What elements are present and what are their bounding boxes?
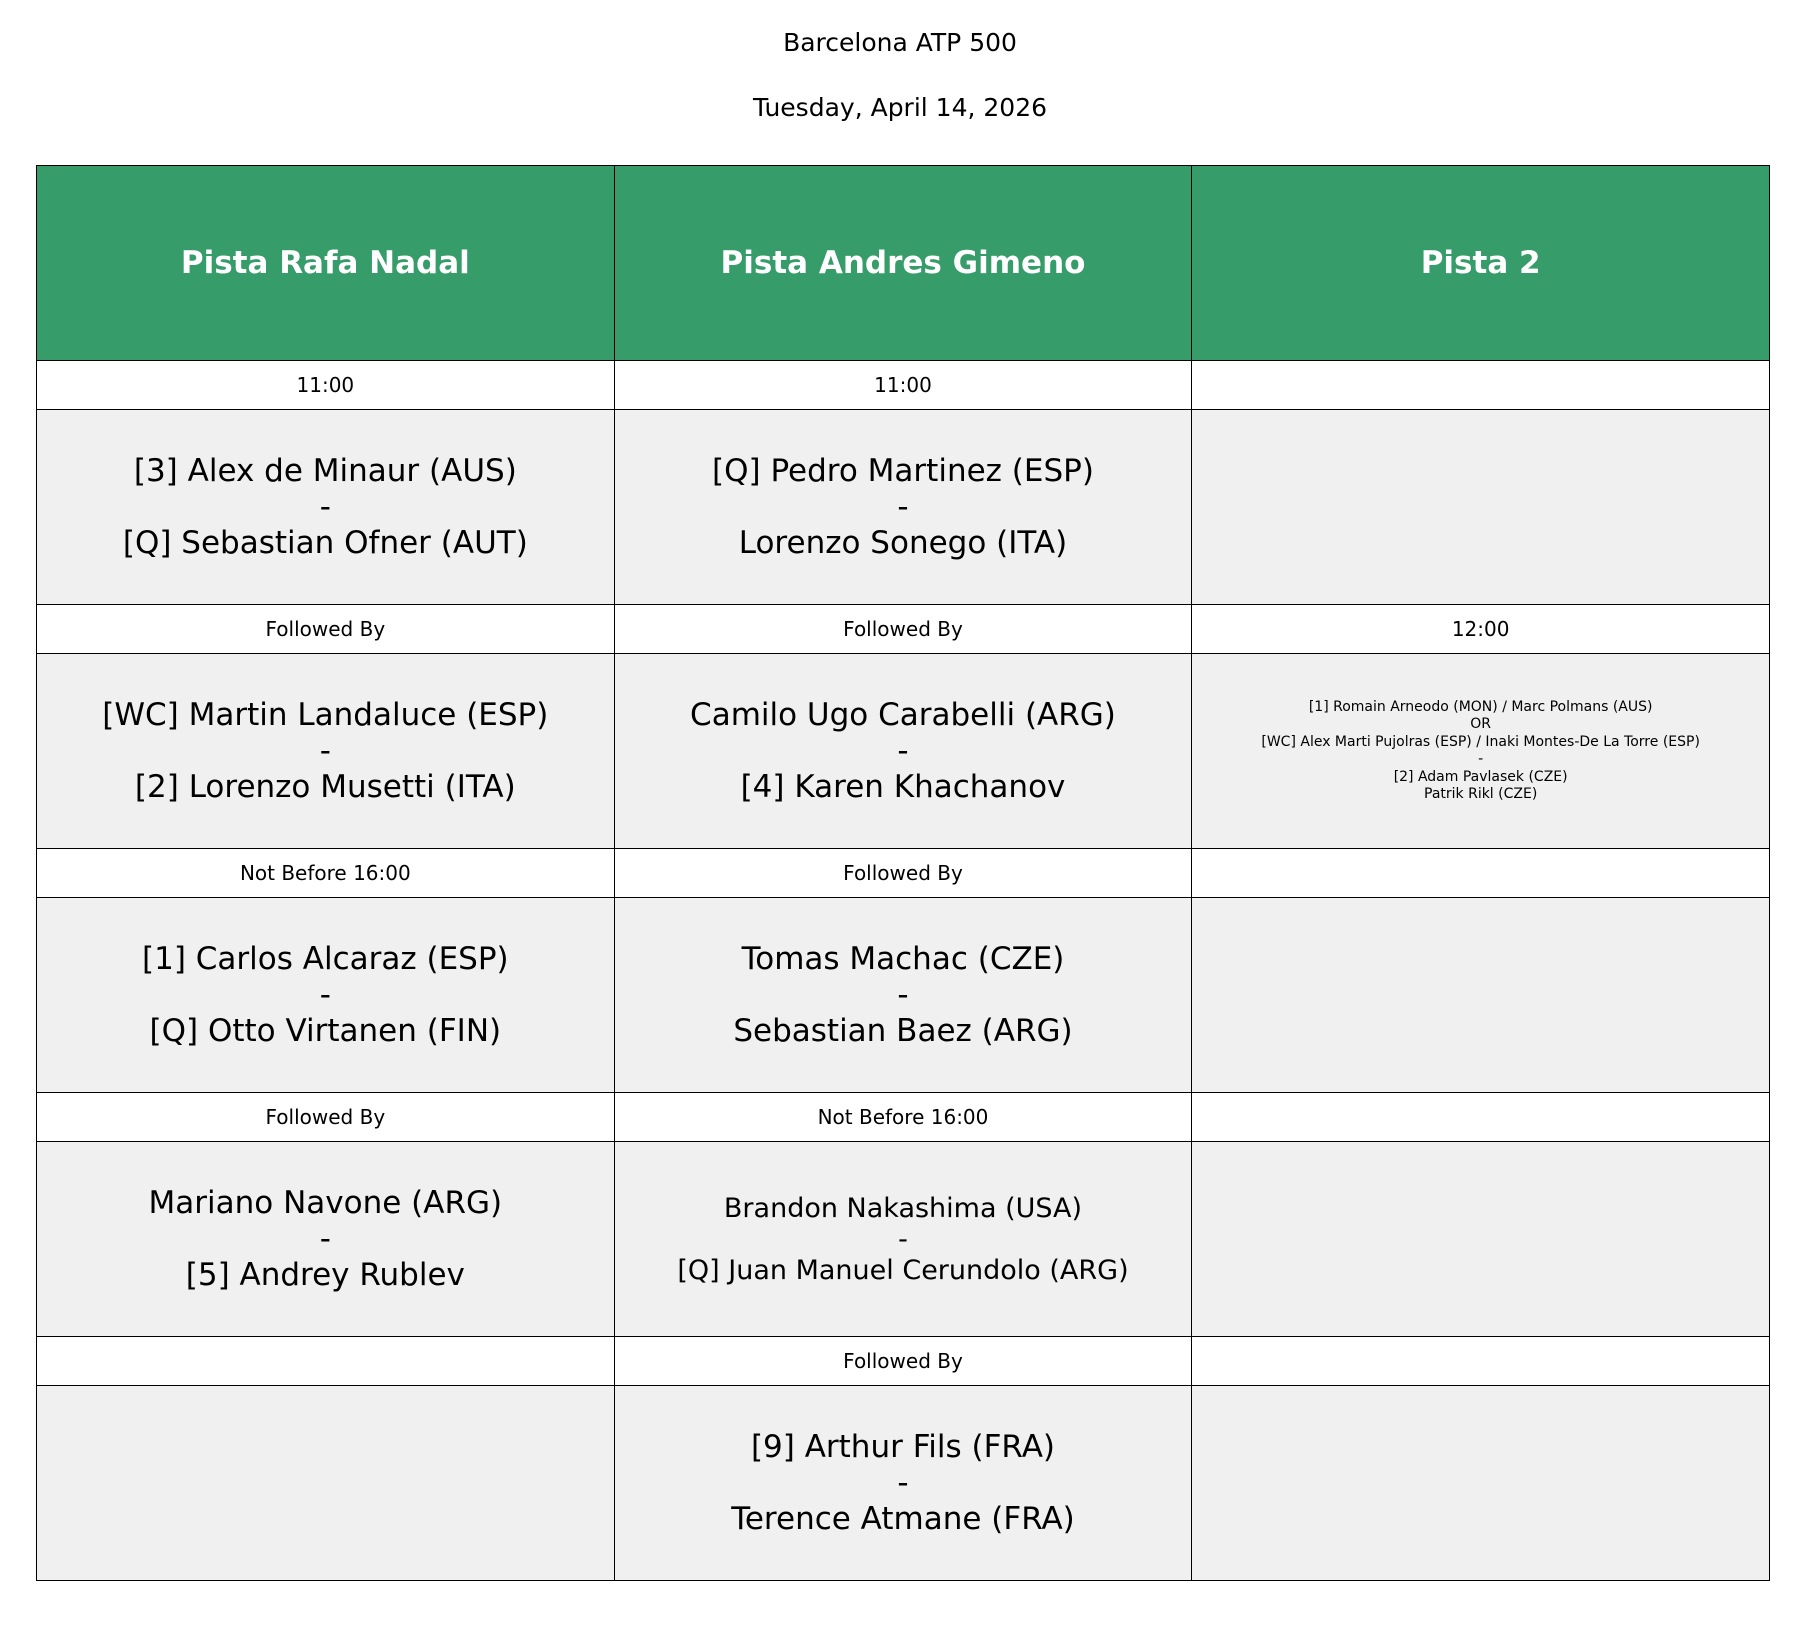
match-cell bbox=[614, 410, 1192, 605]
time-cell: 11:00 bbox=[37, 361, 615, 410]
time-cell bbox=[1192, 1337, 1770, 1386]
tournament-title: Barcelona ATP 500 bbox=[783, 28, 1017, 57]
doubles-match-cell bbox=[1192, 654, 1770, 849]
versus-separator: - bbox=[897, 733, 909, 769]
player-two: Terence Atmane (FRA) bbox=[731, 1501, 1075, 1537]
time-row bbox=[37, 361, 1770, 410]
match-cell-empty bbox=[1192, 1142, 1770, 1337]
player-one: [9] Arthur Fils (FRA) bbox=[750, 1429, 1056, 1465]
player-one: [Q] Pedro Martinez (ESP) bbox=[712, 453, 1094, 489]
time-cell bbox=[1192, 361, 1770, 410]
match-row bbox=[37, 898, 1770, 1093]
player-two: [Q] Juan Manuel Cerundolo (ARG) bbox=[677, 1254, 1129, 1286]
time-cell: 12:00 bbox=[1192, 605, 1770, 654]
player-two: [Q] Sebastian Ofner (AUT) bbox=[122, 525, 528, 561]
schedule-date: Tuesday, April 14, 2026 bbox=[752, 93, 1048, 122]
match-cell bbox=[37, 1142, 615, 1337]
player-one: Mariano Navone (ARG) bbox=[148, 1185, 503, 1221]
match-cell bbox=[614, 898, 1192, 1093]
versus-separator: - bbox=[319, 1221, 331, 1257]
match-cell bbox=[37, 898, 615, 1093]
match-cell-empty bbox=[37, 1386, 615, 1581]
time-cell bbox=[1192, 849, 1770, 898]
player-two: [2] Lorenzo Musetti (ITA) bbox=[134, 769, 516, 805]
match-cell bbox=[614, 654, 1192, 849]
doubles-pair-option-a: [1] Romain Arneodo (MON) / Marc Polmans (AUS) bbox=[1308, 698, 1653, 715]
player-two: [5] Andrey Rublev bbox=[185, 1257, 465, 1293]
player-two: [Q] Otto Virtanen (FIN) bbox=[149, 1013, 502, 1049]
match-cell bbox=[614, 1386, 1192, 1581]
player-two: Lorenzo Sonego (ITA) bbox=[738, 525, 1068, 561]
player-one: Camilo Ugo Carabelli (ARG) bbox=[690, 697, 1116, 733]
time-cell bbox=[37, 1337, 615, 1386]
player-one: [3] Alex de Minaur (AUS) bbox=[133, 453, 517, 489]
court-header: Pista 2 bbox=[1192, 166, 1770, 361]
court-header: Pista Andres Gimeno bbox=[614, 166, 1192, 361]
versus-separator: - bbox=[897, 977, 909, 1013]
player-one: Tomas Machac (CZE) bbox=[741, 941, 1065, 977]
time-row bbox=[37, 605, 1770, 654]
time-cell: Followed By bbox=[37, 605, 615, 654]
or-separator: OR bbox=[1470, 716, 1492, 732]
versus-separator: - bbox=[897, 489, 909, 525]
match-row bbox=[37, 1142, 1770, 1337]
player-one: Brandon Nakashima (USA) bbox=[723, 1192, 1083, 1224]
time-cell: Not Before 16:00 bbox=[37, 849, 615, 898]
match-cell-empty bbox=[1192, 410, 1770, 605]
match-cell-empty bbox=[1192, 1386, 1770, 1581]
time-cell: Followed By bbox=[37, 1093, 615, 1142]
time-cell: Not Before 16:00 bbox=[614, 1093, 1192, 1142]
versus-separator: - bbox=[319, 489, 331, 525]
versus-separator: - bbox=[1478, 751, 1484, 767]
time-cell: Followed By bbox=[614, 849, 1192, 898]
versus-separator: - bbox=[319, 733, 331, 769]
player-two: Sebastian Baez (ARG) bbox=[733, 1013, 1073, 1049]
court-header-row bbox=[37, 166, 1770, 361]
player-one: [1] Carlos Alcaraz (ESP) bbox=[142, 941, 509, 977]
match-cell bbox=[37, 410, 615, 605]
doubles-player-four: Patrik Rikl (CZE) bbox=[1424, 786, 1538, 802]
time-row bbox=[37, 1093, 1770, 1142]
time-row bbox=[37, 1337, 1770, 1386]
match-cell-empty bbox=[1192, 898, 1770, 1093]
doubles-player-three: [2] Adam Pavlasek (CZE) bbox=[1393, 768, 1568, 785]
match-row bbox=[37, 1386, 1770, 1581]
time-row bbox=[37, 849, 1770, 898]
player-two: [4] Karen Khachanov bbox=[740, 769, 1066, 805]
match-row bbox=[37, 654, 1770, 849]
court-header: Pista Rafa Nadal bbox=[37, 166, 615, 361]
time-cell: Followed By bbox=[614, 605, 1192, 654]
time-cell: Followed By bbox=[614, 1337, 1192, 1386]
match-row bbox=[37, 410, 1770, 605]
versus-separator: - bbox=[897, 1465, 909, 1501]
versus-separator: - bbox=[898, 1223, 908, 1255]
order-of-play-table bbox=[36, 165, 1770, 1581]
match-cell bbox=[37, 654, 615, 849]
versus-separator: - bbox=[319, 977, 331, 1013]
match-cell bbox=[614, 1142, 1192, 1337]
time-cell: 11:00 bbox=[614, 361, 1192, 410]
doubles-pair-option-b: [WC] Alex Marti Pujolras (ESP) / Inaki Montes-De La Torre (ESP) bbox=[1261, 733, 1700, 750]
player-one: [WC] Martin Landaluce (ESP) bbox=[102, 697, 549, 733]
time-cell bbox=[1192, 1093, 1770, 1142]
